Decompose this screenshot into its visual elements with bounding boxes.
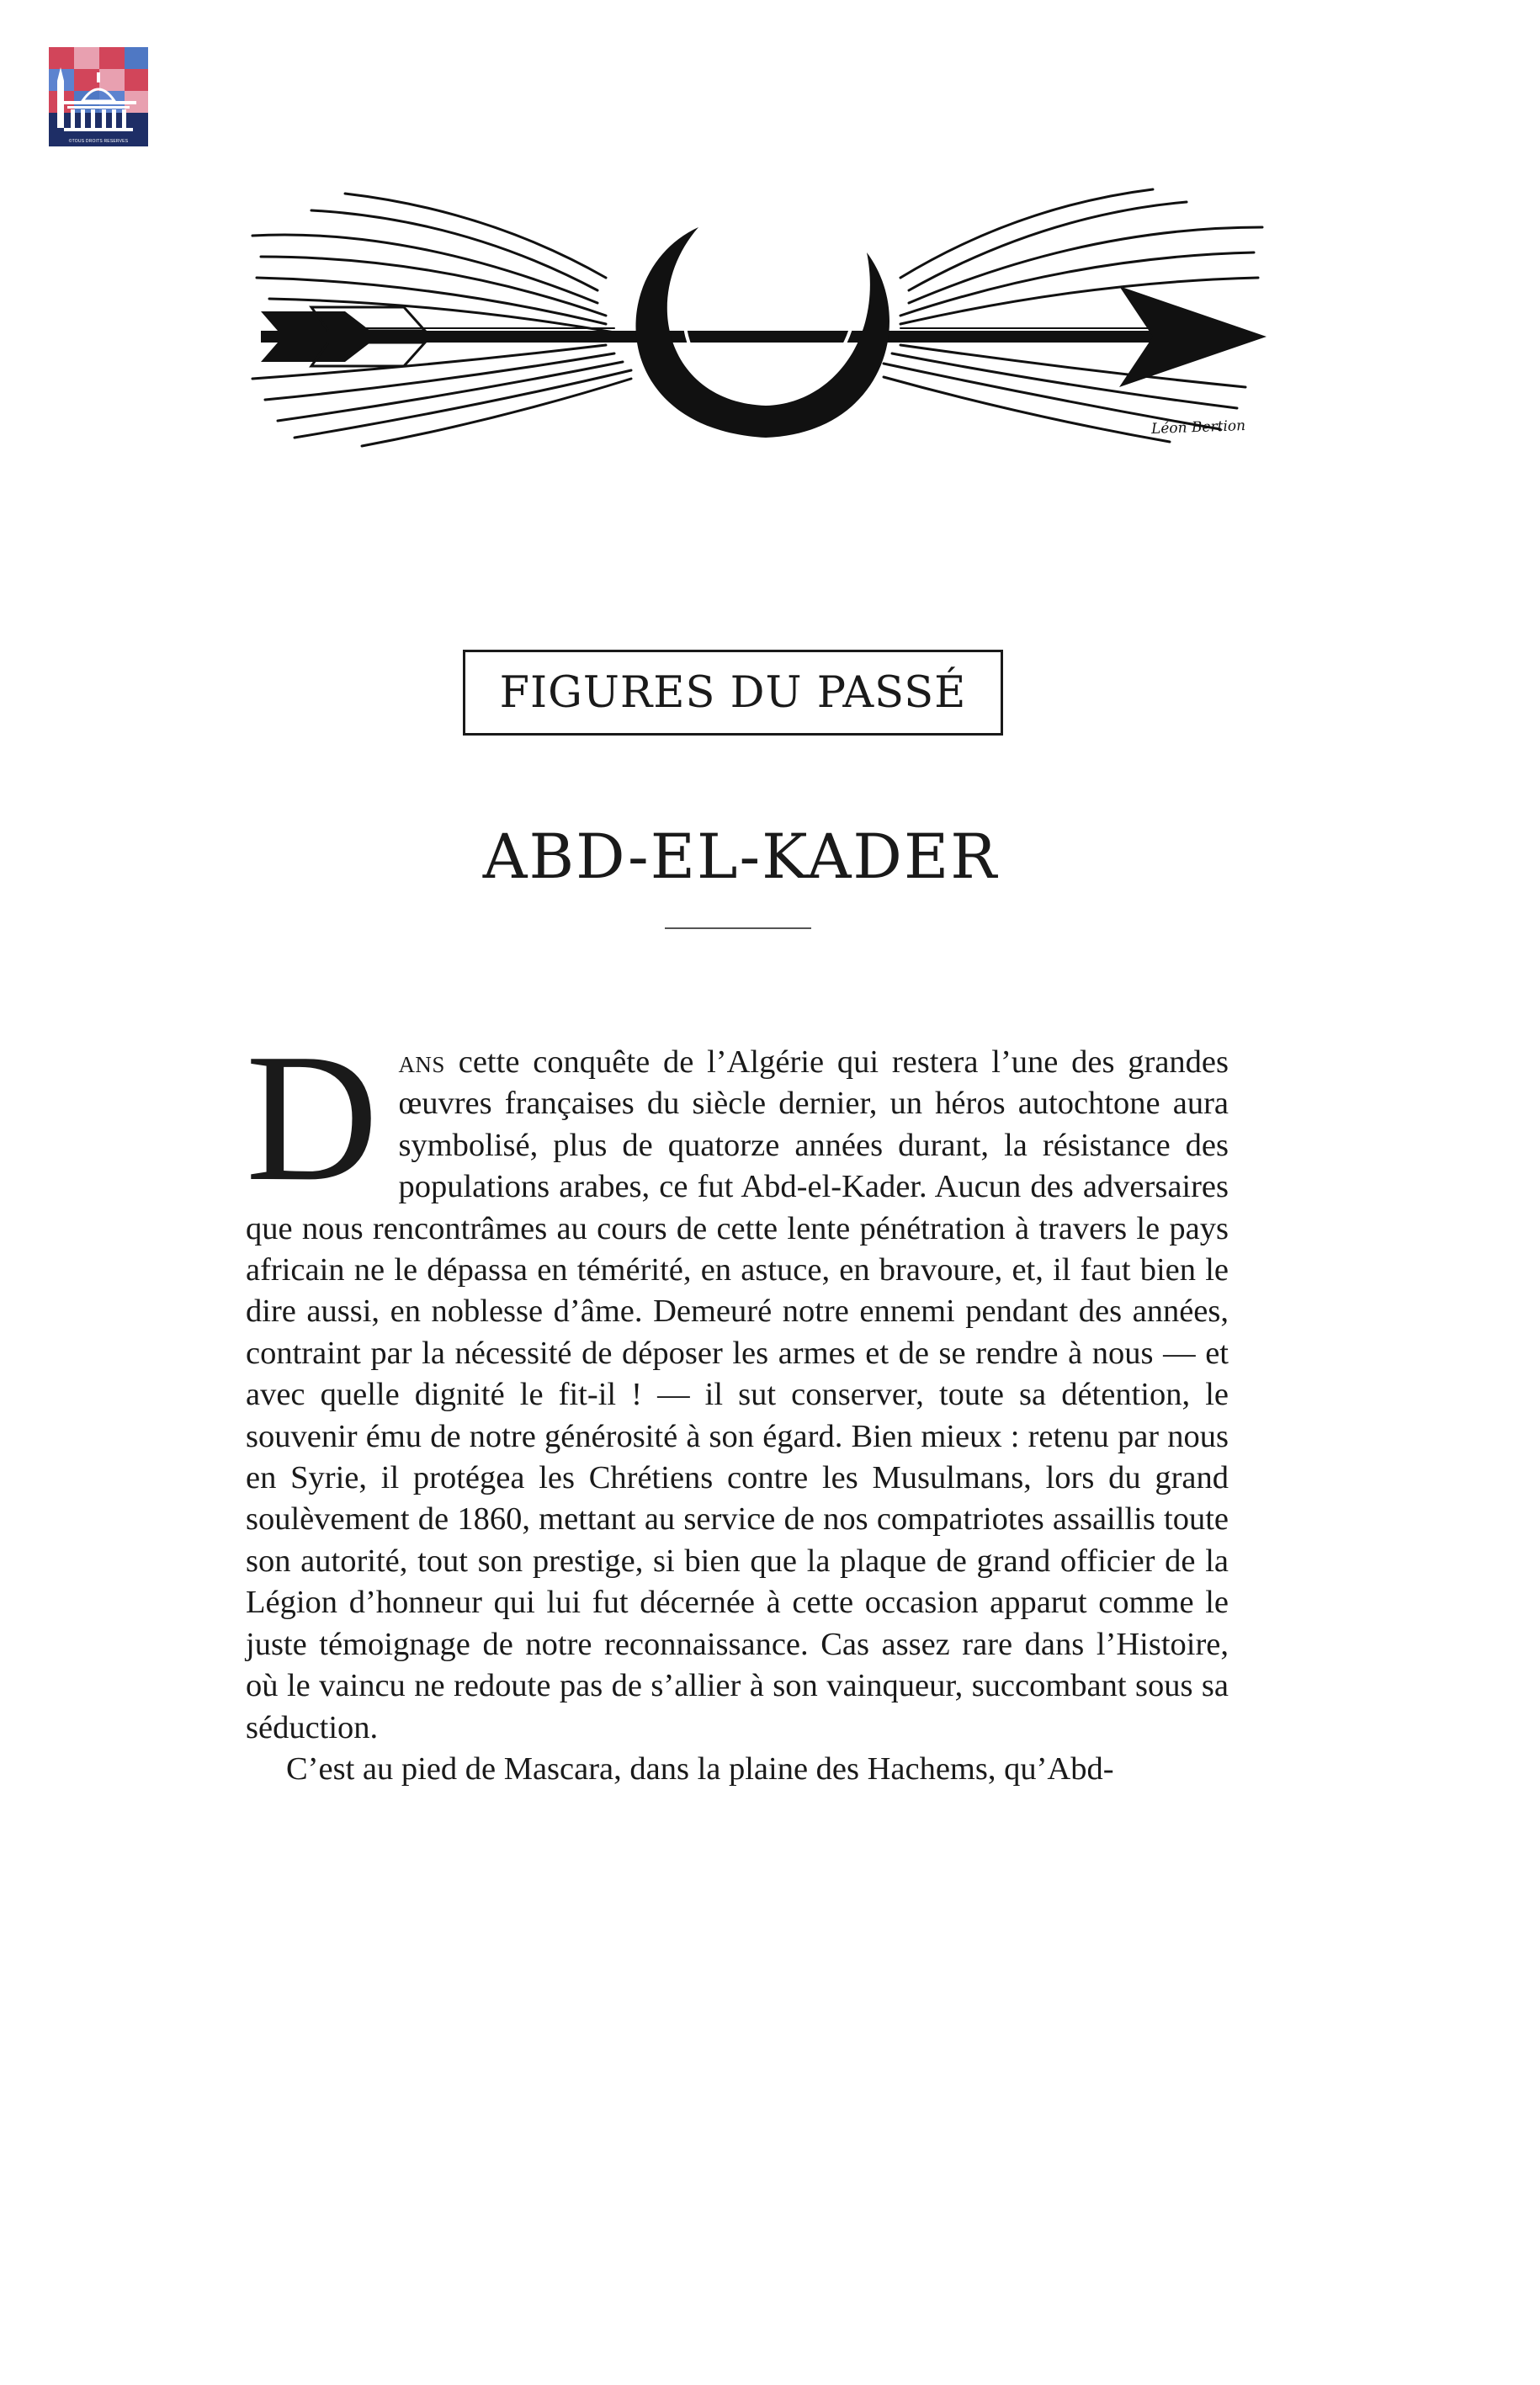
library-building-logo-icon xyxy=(49,47,148,146)
arrow-crescent-palm-ornament-icon xyxy=(244,177,1271,454)
article-body xyxy=(246,1017,1229,1790)
lead-small-caps: ans xyxy=(398,1044,445,1080)
header-ornament xyxy=(244,177,1271,454)
paragraph-2 xyxy=(246,1749,1229,1790)
drop-cap: D xyxy=(246,1017,379,1219)
title-divider xyxy=(665,927,811,929)
paragraph-2-text: C’est au pied de Mascara, dans la plaine des Hachems, qu’Abd- xyxy=(286,1750,1114,1787)
section-rubric: FIGURES DU PASSÉ xyxy=(463,650,1003,736)
paragraph-1-text: cette conquête de l’Algérie qui restera l’une des grandes œuvres françaises du siècle dernier, un héros autochtone aura symbolisé, plus de quatorze années durant, la résistance des populations arabes, ce fut Abd-el-Kader. Aucun des adversaires que nous rencontrâmes au cours de cette lente pénétration à travers le pays africain ne le dépassa en témérité, en astuce, en bravoure, et, il faut bien le dire aussi, en noblesse d’âme. Demeuré notre ennemi pendant des années, contraint par la nécessité de déposer les armes et de se rendre à nous — et avec quelle dignité le fit-il ! — il sut conserver, toute sa détention, le souvenir ému de notre générosité à son égard. Bien mieux : retenu par nous en Syrie, il protégea les Chrétiens contre les Musulmans, lors du grand soulèvement de 1860, mettant au service de nos compatriotes assaillis toute son autorité, tout son prestige, si bien que la plaque de grand officier de la Légion d’honneur qui lui fut décernée à cette occasion apparut comme le juste témoignage de notre reconnaissance. Cas assez rare dans l’Histoire, où le vaincu ne redoute pas de s’allier à son vainqueur, succombant sous sa séduction. xyxy=(246,1044,1229,1745)
publisher-logo xyxy=(49,47,148,146)
logo-caption: ©TOUS DROITS RÉSERVÉS xyxy=(68,139,129,144)
article-title: ABD-EL-KADER xyxy=(482,821,999,893)
paragraph-1 xyxy=(246,1017,1229,1749)
ornament-signature: Léon Bertion xyxy=(1150,417,1246,438)
